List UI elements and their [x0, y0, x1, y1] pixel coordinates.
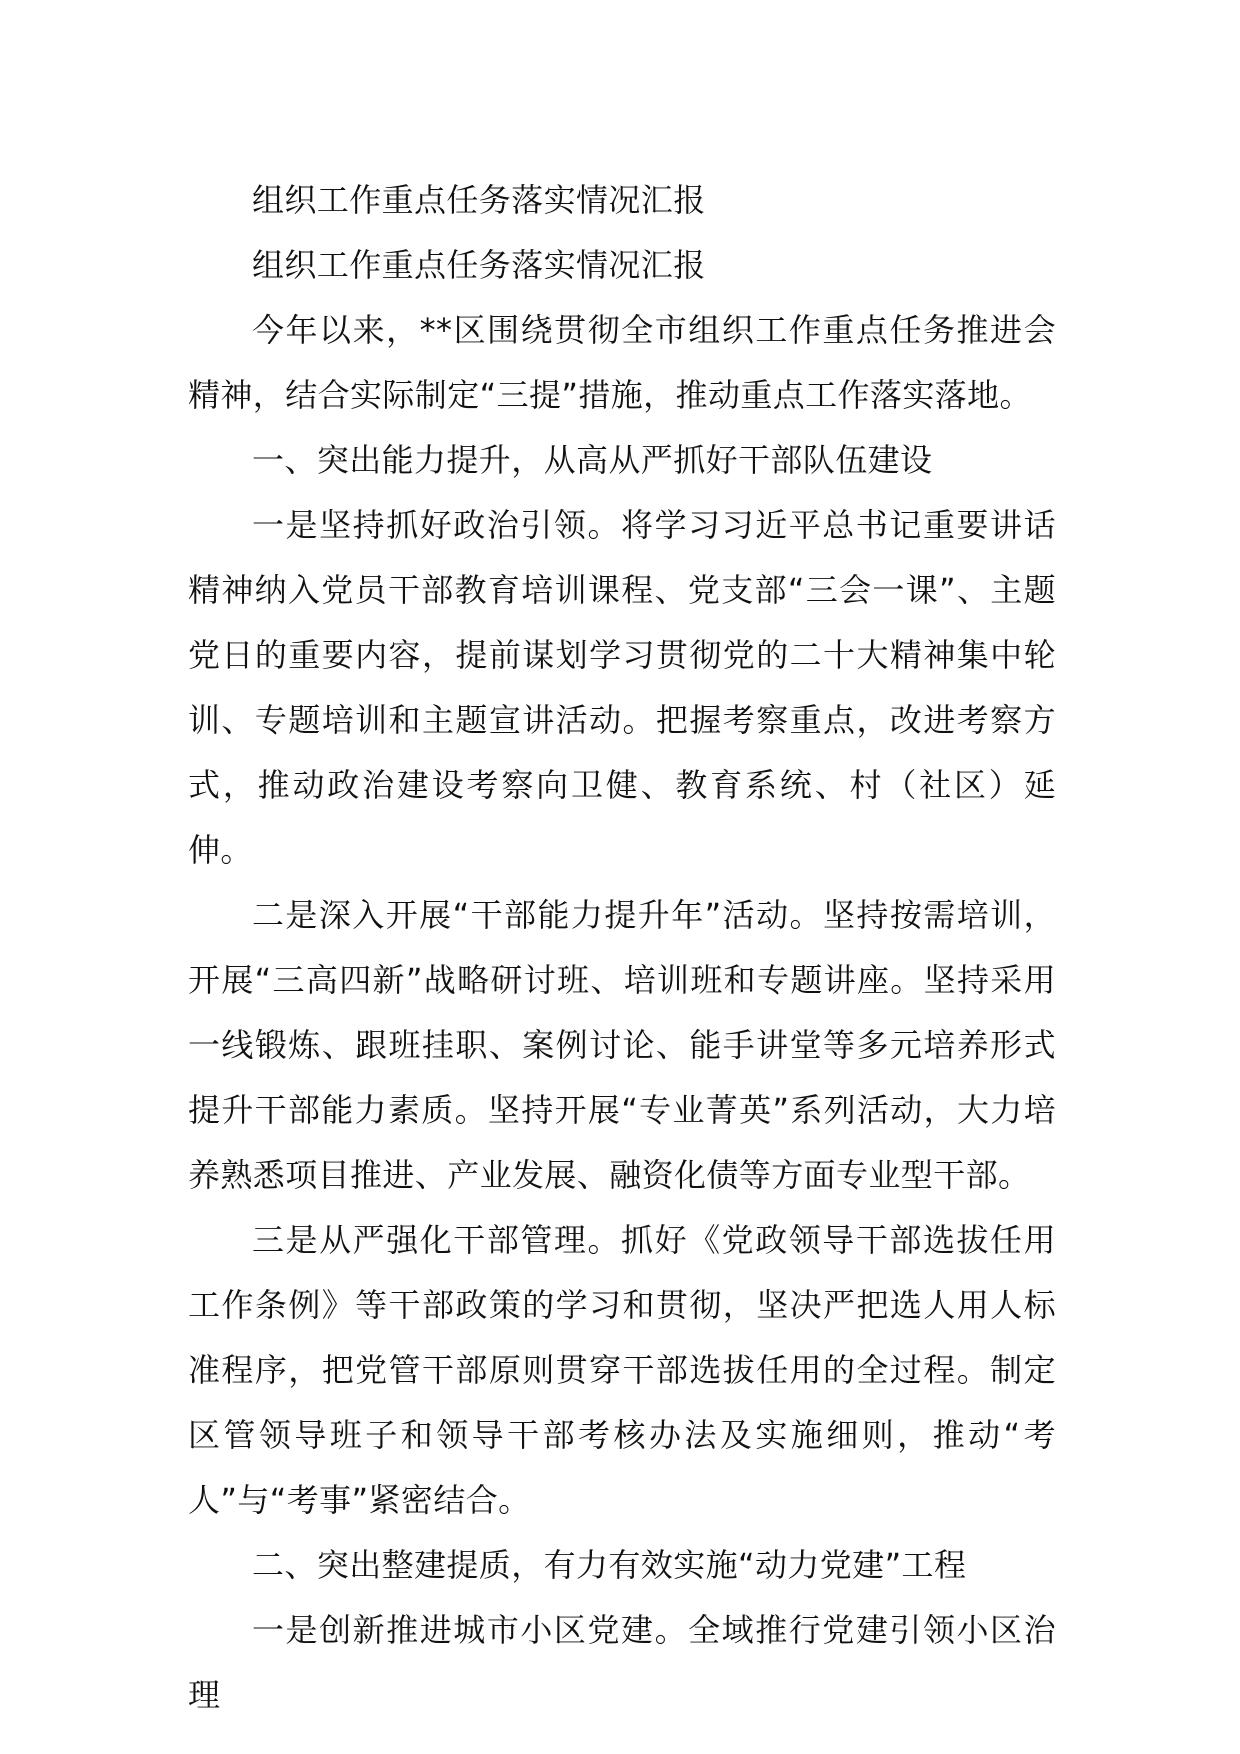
section-1-paragraph-3: 三是从严强化干部管理。抓好《党政领导干部选拔任用工作条例》等干部政策的学习和贯彻，坚决严把选人用人标准程序，把党管干部原则贯穿干部选拔任用的全过程。制定区管领导班子和领导干部考核办法及实施细则，推动“考人”与“考事”紧密结合。: [188, 1221, 1056, 1519]
section-2-paragraph-1: 一是创新推进城市小区党建。全域推行党建引领小区治理: [188, 1611, 1056, 1714]
section-1-heading: 一、突出能力提升，从高从严抓好干部队伍建设: [252, 441, 933, 479]
document-title-repeat: 组织工作重点任务落实情况汇报: [252, 246, 706, 284]
document-title: 组织工作重点任务落实情况汇报: [252, 181, 706, 219]
section-2-heading: 二、突出整建提质，有力有效实施“动力党建”工程: [252, 1546, 967, 1584]
section-1-paragraph-1: 一是坚持抓好政治引领。将学习习近平总书记重要讲话精神纳入党员干部教育培训课程、党支部“三会一课”、主题党日的重要内容，提前谋划学习贯彻党的二十大精神集中轮训、专题培训和主题宣讲活动。把握考察重点，改进考察方式，推动政治建设考察向卫健、教育系统、村（社区）延伸。: [188, 506, 1056, 869]
document-body: [188, 168, 1056, 1728]
section-1-paragraph-2: 二是深入开展“干部能力提升年”活动。坚持按需培训，开展“三高四新”战略研讨班、培训班和专题讲座。坚持采用一线锻炼、跟班挂职、案例讨论、能手讲堂等多元培养形式提升干部能力素质。坚持开展“专业菁英”系列活动，大力培养熟悉项目推进、产业发展、融资化债等方面专业型干部。: [188, 896, 1056, 1194]
intro-paragraph: 今年以来，**区围绕贯彻全市组织工作重点任务推进会精神，结合实际制定“三提”措施，推动重点工作落实落地。: [188, 311, 1056, 414]
